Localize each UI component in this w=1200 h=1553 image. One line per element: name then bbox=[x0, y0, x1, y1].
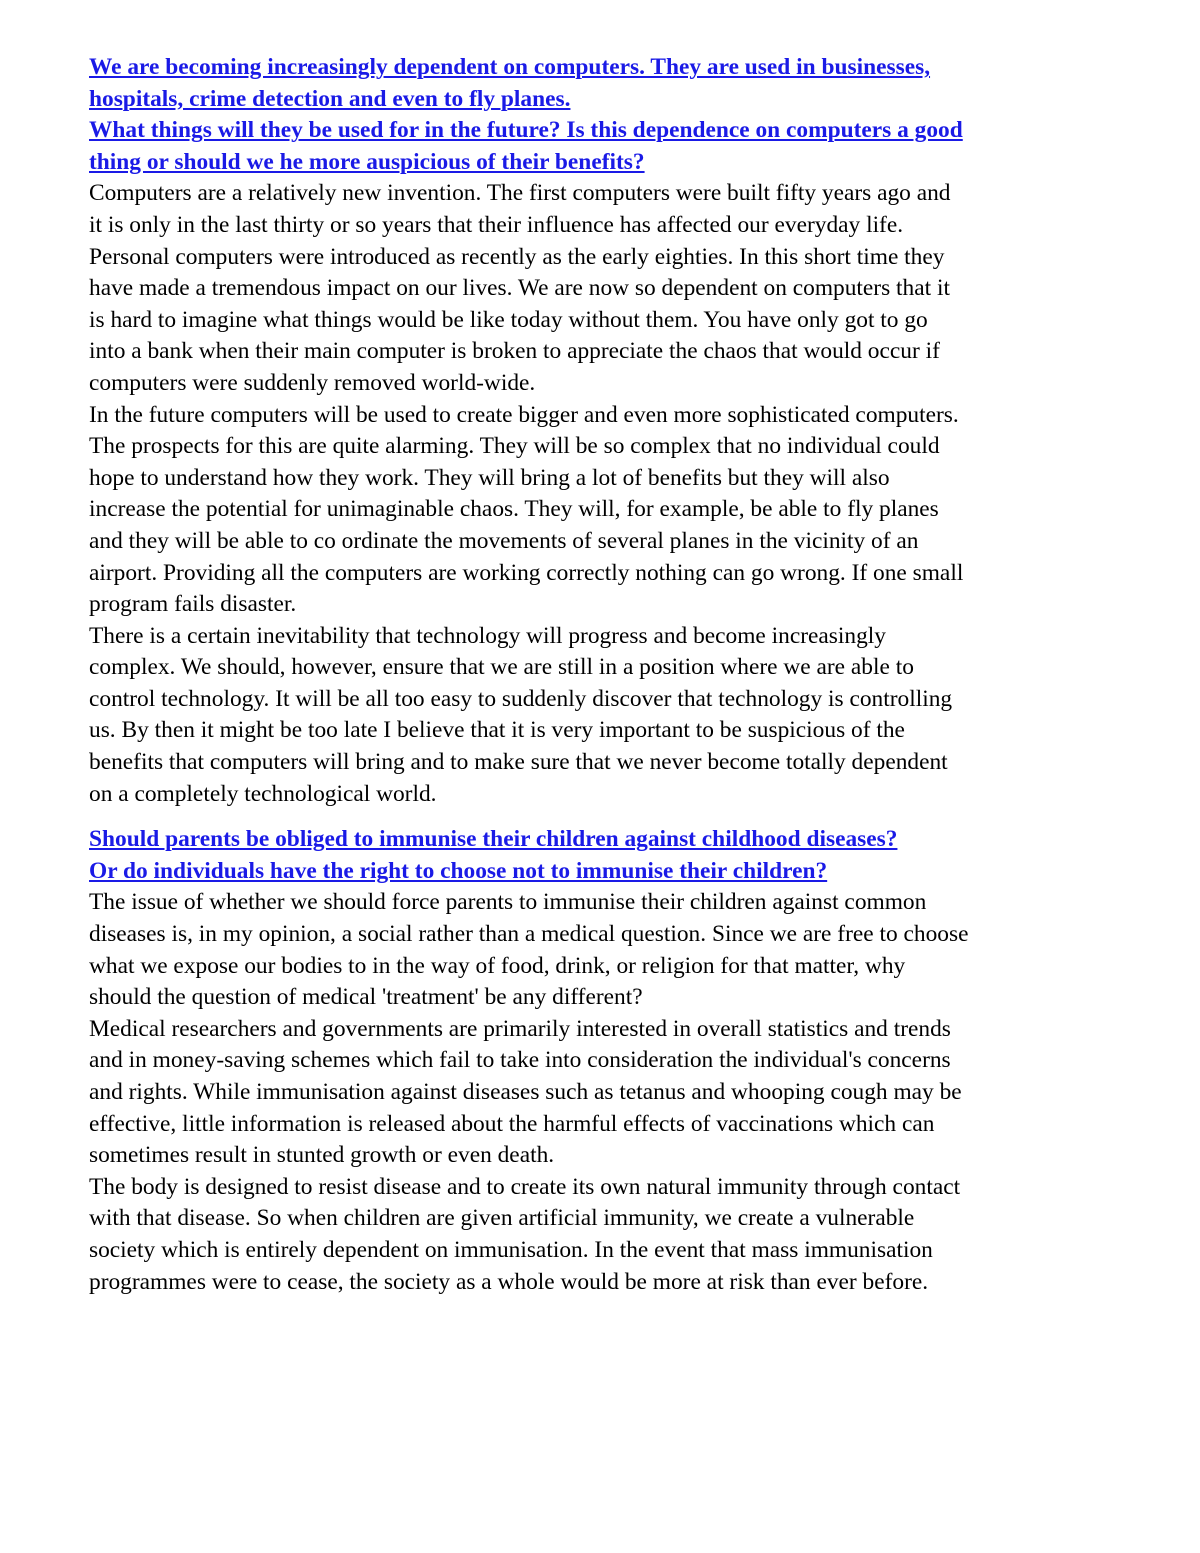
question-line: We are becoming increasingly dependent on computers. They are used in businesses, bbox=[89, 54, 931, 80]
body-paragraph: The issue of whether we should force parents to immunise their children against common diseases is, in my opinion, a social rather than a medical question. Since we are free to choose what we expose our bodies to in the way of food, drink, or religion for that matter, why should the question of medical 'treatment' be any different? bbox=[89, 889, 969, 1011]
question-line: hospitals, crime detection and even to fly planes. bbox=[89, 85, 571, 112]
essay-question-link[interactable] bbox=[89, 52, 1129, 178]
body-paragraph: There is a certain inevitability that technology will progress and become increasingly complex. We should, however, ensure that we are still in a position where we are able to control technology. It will be all too easy to suddenly discover that technology is controlling us. By then it might be too late I believe that it is very important to be suspicious of the benefits that computers will bring and to make sure that we never become totally dependent on a completely technological world. bbox=[89, 622, 953, 807]
question-line: thing or should we he more auspicious of their benefits? bbox=[89, 148, 645, 175]
question-line: Should parents be obliged to immunise their children against childhood diseases? bbox=[89, 826, 898, 853]
essay-computers bbox=[89, 52, 1129, 810]
body-paragraph: In the future computers will be used to create bigger and even more sophisticated computers. The prospects for this are quite alarming. They will be so complex that no individual could hope to understand how they work. They will bring a lot of benefits but they will also increase the potential for unimaginable chaos. They will, for example, be able to fly planes and they will be able to co ordinate the movements of several planes in the vicinity of an airport. Providing all the computers are working correctly nothing can go wrong. If one small program fails disaster. bbox=[89, 401, 964, 618]
essay-question-link[interactable] bbox=[89, 824, 1129, 887]
question-line: What things will they be used for in the future? Is this dependence on computers a good bbox=[89, 117, 963, 144]
body-paragraph: The body is designed to resist disease and to create its own natural immunity through contact with that disease. So when children are given artificial immunity, we create a vulnerable society which is entirely dependent on immunisation. In the event that mass immunisation programmes were to cease, the society as a whole would be more at risk than ever before. bbox=[89, 1173, 961, 1295]
essay-immunisation bbox=[89, 824, 1129, 1298]
question-line: Or do individuals have the right to choose not to immunise their children? bbox=[89, 857, 828, 884]
document-page bbox=[89, 52, 1129, 1298]
body-paragraph: Medical researchers and governments are primarily interested in overall statistics and trends and in money-saving schemes which fail to take into consideration the individual's concerns and rights. While immunisation against diseases such as tetanus and whooping cough may be effective, little information is released about the harmful effects of vaccinations which can sometimes result in stunted growth or even death. bbox=[89, 1015, 962, 1169]
body-paragraph: Computers are a relatively new invention. The first computers were built fifty years ago and it is only in the last thirty or so years that their influence has affected our everyday life. Personal computers were introduced as recently as the early eighties. In this short time they have made a tremendous impact on our lives. We are now so dependent on computers that it is hard to imagine what things would be like today without them. You have only got to go into a bank when their main computer is broken to appreciate the chaos that would occur if computers were suddenly removed world-wide. bbox=[89, 180, 951, 396]
